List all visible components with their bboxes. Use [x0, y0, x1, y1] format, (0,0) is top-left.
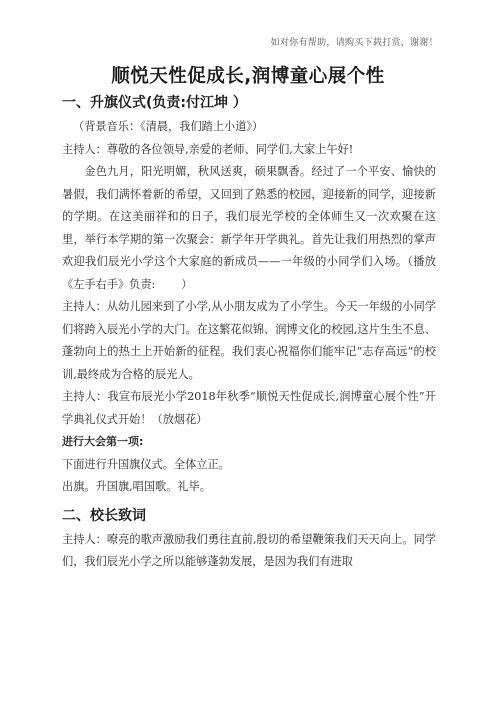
section-heading-flag-ceremony: 一、升旗仪式(负责:付江坤 ） [62, 95, 247, 111]
section-heading-principal-speech: 二、校长致词 [62, 507, 146, 524]
agenda-item-label: 进行大会第一项: [62, 435, 144, 448]
header-note: 如对你有帮助，请购买下载打赏，谢谢！ [270, 38, 438, 48]
host-paragraph-announcement: 主持人：我宣布辰光小学2018年秋季“顺悦天性促成长,润博童心展个性”开学典礼仪式开始！（放烟花） [62, 390, 436, 426]
document-body [62, 90, 436, 574]
opening-paragraph: 金色九月，阳光明媚，秋风送爽，硕果飘香。经过了一个平安、愉快的暑假，我们满怀着新的希望，又回到了熟悉的校园，迎接新的同学，迎接新的学期。在这美丽祥和的日子，我们辰光学校的全体师生又一次欢聚在这里，举行本学期的第一次聚会：新学年开学典礼。首先让我们用热烈的掌声欢迎我们辰光小学这个大家庭的新成员——一年级的小同学们入场。（播放《左手右手》负责: ） [62, 165, 436, 291]
flag-raising-instruction: 下面进行升国旗仪式。全体立正。 [62, 457, 230, 471]
host-greeting: 主持人：尊敬的各位领导,亲爱的老师、同学们,大家上午好! [62, 142, 354, 156]
background-music-note: （背景音乐：《清晨，我们踏上小道》） [73, 120, 264, 133]
flag-raising-steps: 出旗。升国旗,唱国歌。礼毕。 [62, 480, 211, 493]
host-paragraph-principal: 主持人：嘹亮的歌声激励我们勇往直前,殷切的希望鞭策我们天天向上。同学们，我们辰光小学之所以能够蓬勃发展，是因为我们有进取 [62, 532, 436, 568]
document-title: 顺悦天性促成长,润博童心展个性 [111, 66, 385, 87]
host-paragraph-welcome: 主持人：从幼儿园来到了小学,从小朋友成为了小学生。今天一年级的小同学们将跨入辰光小学的大门。在这繁花似锦、润博文化的校园,这片生生不息、蓬勃向上的热土上开始新的征程。我们衷心祝福你们能牢记“志存高远”的校训,最终成为合格的辰光人。 [62, 300, 436, 381]
